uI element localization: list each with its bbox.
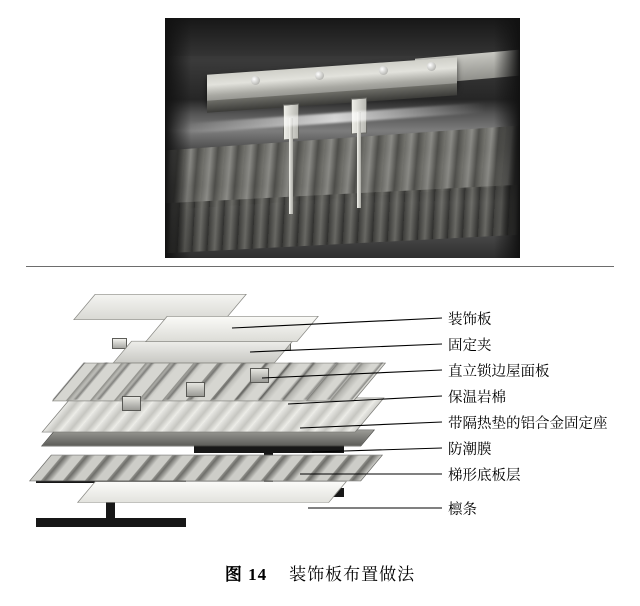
label-trapezoid-deck: 梯形底板层: [448, 468, 521, 484]
decor-panel-right: [145, 316, 319, 342]
label-purlin: 檩条: [448, 502, 477, 518]
label-decor-panel: 装饰板: [448, 312, 492, 328]
label-alloy-seat: 带隔热垫的铝合金固定座: [448, 416, 608, 432]
label-rock-wool: 保温岩棉: [448, 390, 506, 406]
figure-caption: [0, 560, 640, 585]
figure-title: 装饰板布置做法: [289, 565, 416, 584]
figure-number: 图 14: [224, 565, 268, 584]
label-vapour-film: 防潮膜: [448, 442, 492, 458]
layer-bottom-sheet: [77, 481, 347, 503]
section-divider: [26, 266, 614, 267]
label-seam-panel: 直立锁边屋面板: [448, 364, 550, 380]
alloy-fixing-seat: [186, 382, 205, 397]
exploded-roof-assembly: [26, 278, 446, 540]
decor-panel-back: [113, 341, 294, 363]
layer-trapezoid-deck: [29, 455, 383, 481]
roof-detail-photograph: [165, 18, 520, 258]
layer-seam-ribs: [52, 362, 383, 399]
label-fixing-clip: 固定夹: [448, 338, 492, 354]
alloy-fixing-seat: [250, 368, 269, 383]
alloy-fixing-seat: [122, 396, 141, 411]
layer-rock-wool: [41, 398, 384, 433]
